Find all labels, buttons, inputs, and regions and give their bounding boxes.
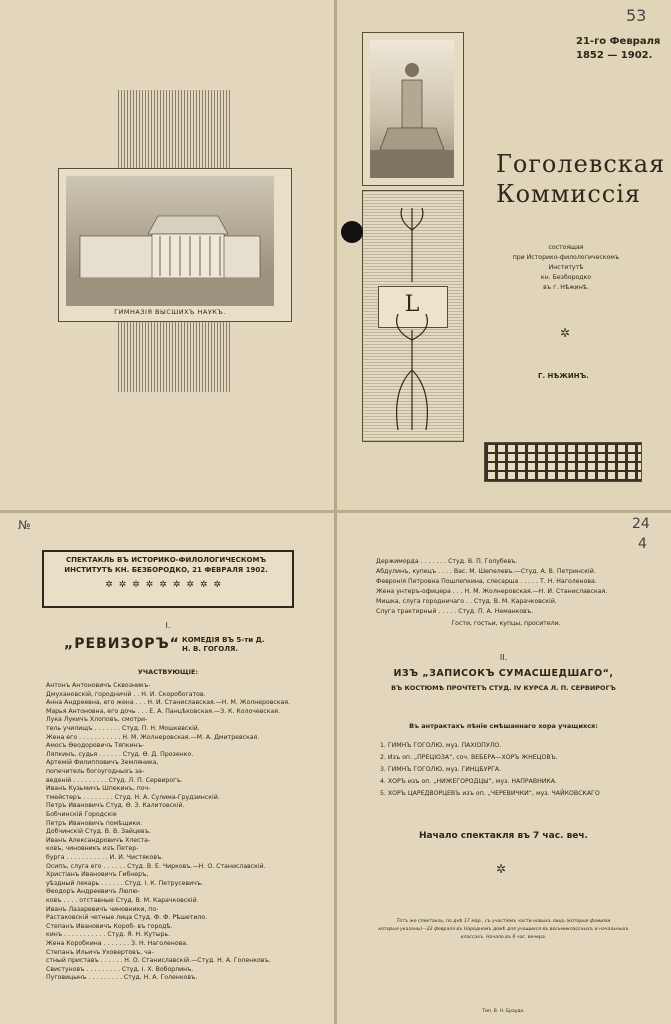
cast-line: Держиморда . . . . . . . Студ. В. П. Голубевъ.: [376, 558, 518, 565]
cast-line: Антонъ Антоновичъ Сквозникъ-: [46, 682, 151, 689]
cast-line: Ляпкинъ, судья . . . . . . Студ. Ѳ. Д. Прозенко.: [46, 750, 194, 758]
cast-line: Амосъ Ѳеодоровичъ Тяпкинъ-: [46, 742, 145, 750]
subtitle-line-3: Институтѣ: [548, 264, 584, 271]
cast-line-guests: Гости, гостьи, купцы, просители.: [451, 620, 561, 627]
choir-item: 4. ХОРЪ изъ оп. „НИЖЕГОРОДЦЫ“, муз. НАПРАВНИКА.: [380, 778, 557, 785]
decor-star-icon: ✲: [560, 326, 571, 340]
cast-line: Иванъ Кузьмичъ Шпекинъ, поч-: [46, 785, 151, 793]
building-drawing: [66, 176, 274, 306]
cast-line: Дмухановскій, городничій . . Н. И. Скоробогатов.: [46, 690, 206, 698]
choir-header: Въ антрактахъ пѣніе смѣшаннаго хора учащихся:: [409, 722, 598, 730]
date-line-2: 1852 — 1902.: [576, 50, 653, 61]
cast-line: Пуговицынъ . . . . . . . . . Студ. Н. А. Голенковъ.: [46, 974, 198, 982]
ornament-top: [118, 90, 230, 168]
city: Г. НѢЖИНЪ.: [538, 372, 589, 380]
cast-line: Растаковскій четные лица Студ. Ф. Ф. Рѣшетило.: [46, 914, 208, 922]
cast-line: Петръ Ивановичъ Студ. Ѳ. З. Калитовскій.: [46, 802, 185, 810]
subtitle-line-1: состоящая: [548, 244, 584, 251]
cast-line: тель училищъ . . . . . . . Студ. П. Н. Мошкевскій.: [46, 725, 200, 732]
ornament-letter: L: [404, 292, 420, 317]
banner-line-1: СПЕКТАКЛЬ ВЪ ИСТОРИКО-ФИЛОЛОГИЧЕСКОМЪ: [65, 556, 267, 564]
choir-item: 2. Изъ оп. „ПРЕЦІОЗА“, соч. ВЕБЕРА—ХОРЪ ЖНЕЦОВЪ.: [380, 754, 558, 761]
start-time: Начало спектакля въ 7 час. веч.: [419, 831, 588, 841]
footnote-line: классахъ. Начало въ 6 час. вечера.: [460, 935, 547, 940]
monument-drawing: [370, 40, 454, 178]
cast-line: Анна Андреевна, его жена . . . Н. И. Станиславская.—Н. М. Жолнеровская.: [46, 699, 291, 707]
cast-line: Ѳеодоръ Андреевичъ Люлю-: [46, 888, 140, 896]
cast-line: Осипъ, слуга его . . . . . . Студ. В. Е. Чирковъ.—Н. О. Станиславскій.: [46, 862, 266, 870]
participants-header: УЧАСТВУЮЩІЕ:: [137, 668, 199, 676]
cast-line: Артемій Филипповичъ Земляника,: [46, 759, 159, 767]
ornament-bottom: [118, 322, 230, 392]
cast-line: стный приставъ . . . . . . Н. О. Станиславскій.—Студ. Н. А. Голенковъ.: [46, 957, 271, 965]
section-number: I.: [165, 621, 171, 630]
cast-line: Жена унтеръ-офицера . . . Н. М. Жолнеровская.—Н. И. Станиславская.: [376, 588, 608, 595]
monument-illustration: [370, 40, 454, 178]
footnote-line: Тотъ же спектакль, по днѣ 17 мар., съ участіемъ части новыхъ лицъ (которыя фамиліи: [396, 919, 611, 924]
greek-key-border: [484, 442, 642, 482]
piece-subtitle: ВЪ КОСТЮМѢ ПРОЧТЕТЪ СТУД. IV КУРСА Л. П. СЕРВИРОГЪ: [391, 684, 616, 692]
choir-item: 3. ГИМНЪ ГОГОЛЮ, муз. ГИНЦБУРГА.: [380, 766, 502, 773]
printer-line: Тип. В. Н. Брауде.: [482, 1009, 525, 1014]
subtitle-line-2: при Историко-филологическомъ: [512, 254, 620, 261]
cast-line: Добчинскій Студ. В. В. Зайцевъ.: [46, 828, 151, 836]
title-line-2: Коммиссія: [496, 180, 642, 208]
cast-line: Бобчинскій Городскіе: [46, 811, 117, 818]
cast-line: Жена Коробкина . . . . . . . З. Н. Наголенова.: [46, 940, 189, 947]
subtitle-line-5: въ г. Нѣжинѣ.: [543, 284, 589, 291]
banner-ornaments: ✲✲✲✲✲✲✲✲✲: [105, 580, 227, 590]
cast-line: Иванъ Александровичъ Хлеста-: [46, 836, 151, 844]
cast-line: Февронія Петровна Пошлепкина, слесарша . . . . . Т. Н. Наголенова.: [376, 578, 597, 585]
cast-line: ковъ, чиновникъ изъ Петер-: [46, 845, 139, 853]
choir-item: 1. ГИМНЪ ГОГОЛЮ, муз. ПАХІОПУЛО.: [380, 742, 502, 749]
footnote-line: которыя указаны)—22 февраля въ Народномъ домѣ для учащихся въ восьмиклассныхъ и начальныхъ: [378, 927, 629, 932]
cast-line: Степанъ Ильичъ Уховертовъ, ча-: [46, 948, 154, 956]
lily-drawing: [362, 190, 462, 440]
page-bottom-right: [336, 512, 671, 1024]
section-number: II.: [499, 653, 508, 662]
cast-line: тмейстеръ . . . . . . . . Студ. Н. А. Сулима-Грудзинскій.: [46, 793, 220, 801]
pencil-page-number: 53: [626, 6, 647, 25]
cast-line: попечитель богоугодныхъ за-: [46, 768, 145, 775]
page-bottom-left: [0, 512, 336, 1024]
pencil-page-number: 24: [632, 516, 650, 532]
illustration-caption: ГИМНАЗІЯ ВЫСШИХЪ НАУКЪ.: [114, 308, 226, 316]
page-top-right: [336, 0, 671, 512]
cast-line: веденій . . . . . . . . . Студ. Л. П. Сервирогъ.: [46, 776, 183, 784]
gymnasium-illustration: [66, 176, 274, 306]
cast-line: кинъ . . . . . . . . . . . Студ. Я. Н. Кутырь.: [46, 931, 171, 939]
play-subtitle-line-2: Н. В. ГОГОЛЯ.: [182, 645, 239, 653]
cast-line: Иванъ Лазаревичъ чиновники, по-: [46, 905, 159, 913]
date-line-1: 21-го Февраля: [576, 36, 661, 47]
cast-line: уѣздный лекарь . . . . . . Студ. І. К. Петрусевичъ.: [46, 879, 204, 887]
cast-line: Степанъ Ивановичъ Короб- въ городѣ.: [46, 922, 173, 930]
page-top-left: [0, 0, 336, 512]
cast-line: Абдулинъ, купецъ . . . . Вас. М. Шепелевъ.—Студ. А. В. Петринскій.: [376, 568, 596, 575]
choir-item: 5. ХОРЪ ЦАРЕДВОРЦЕВЪ изъ оп. „ЧЕРЕВИЧКИ“, муз. ЧАЙКОВСКАГО: [380, 790, 600, 797]
cast-line: Марья Антоновна, его дочь . . . Е. А. Панцѣковская.—З. К. Колочевская.: [46, 707, 280, 715]
decor-star-icon: ✲: [496, 862, 507, 876]
piece-title: ИЗЪ „ЗАПИСОКЪ СУМАСШЕДШАГО“,: [393, 668, 614, 679]
binding-hole: [341, 221, 363, 243]
title-line-1: Гоголевская: [496, 150, 666, 178]
banner-line-2: ИНСТИТУТѢ КН. БЕЗБОРОДКО, 21 ФЕВРАЛЯ 1902.: [64, 566, 268, 574]
subtitle-line-4: кн. Безбородко: [540, 274, 592, 281]
fold-horizontal: [0, 510, 671, 513]
cast-line: Мишка, слуга городничаго . . Студ. В. М. Карачковскій.: [376, 598, 557, 605]
cast-line: Свистуновъ . . . . . . . . . Студ. І. Х. Воборлинъ.: [46, 965, 194, 973]
cast-line: Христіанъ Ивановичъ Гибнеръ,: [46, 871, 149, 879]
cast-line: Лука Лукичъ Хлоповъ, смотри-: [46, 716, 148, 724]
cast-line: Жена его . . . . . . . . . . . Н. М. Жолнеровская.—М. А. Дмитревская.: [46, 733, 260, 741]
play-title: „РЕВИЗОРЪ“: [64, 636, 180, 652]
cast-line: Слуга трактирный . . . . . Студ. П. А. Неманковъ.: [376, 608, 534, 615]
cast-line: бурга . . . . . . . . . . . И. И. Чистяковъ.: [46, 854, 164, 861]
pencil-mark: 4: [638, 536, 647, 552]
play-subtitle-line-1: КОМЕДІЯ ВЪ 5-ти Д.: [182, 636, 265, 644]
pencil-number-mark: №: [18, 518, 31, 532]
cast-line: Петръ Ивановичъ помѣщики.: [46, 819, 143, 827]
cast-line: ковъ . . . . отставные Студ. В. М. Карачковскій.: [46, 897, 199, 904]
